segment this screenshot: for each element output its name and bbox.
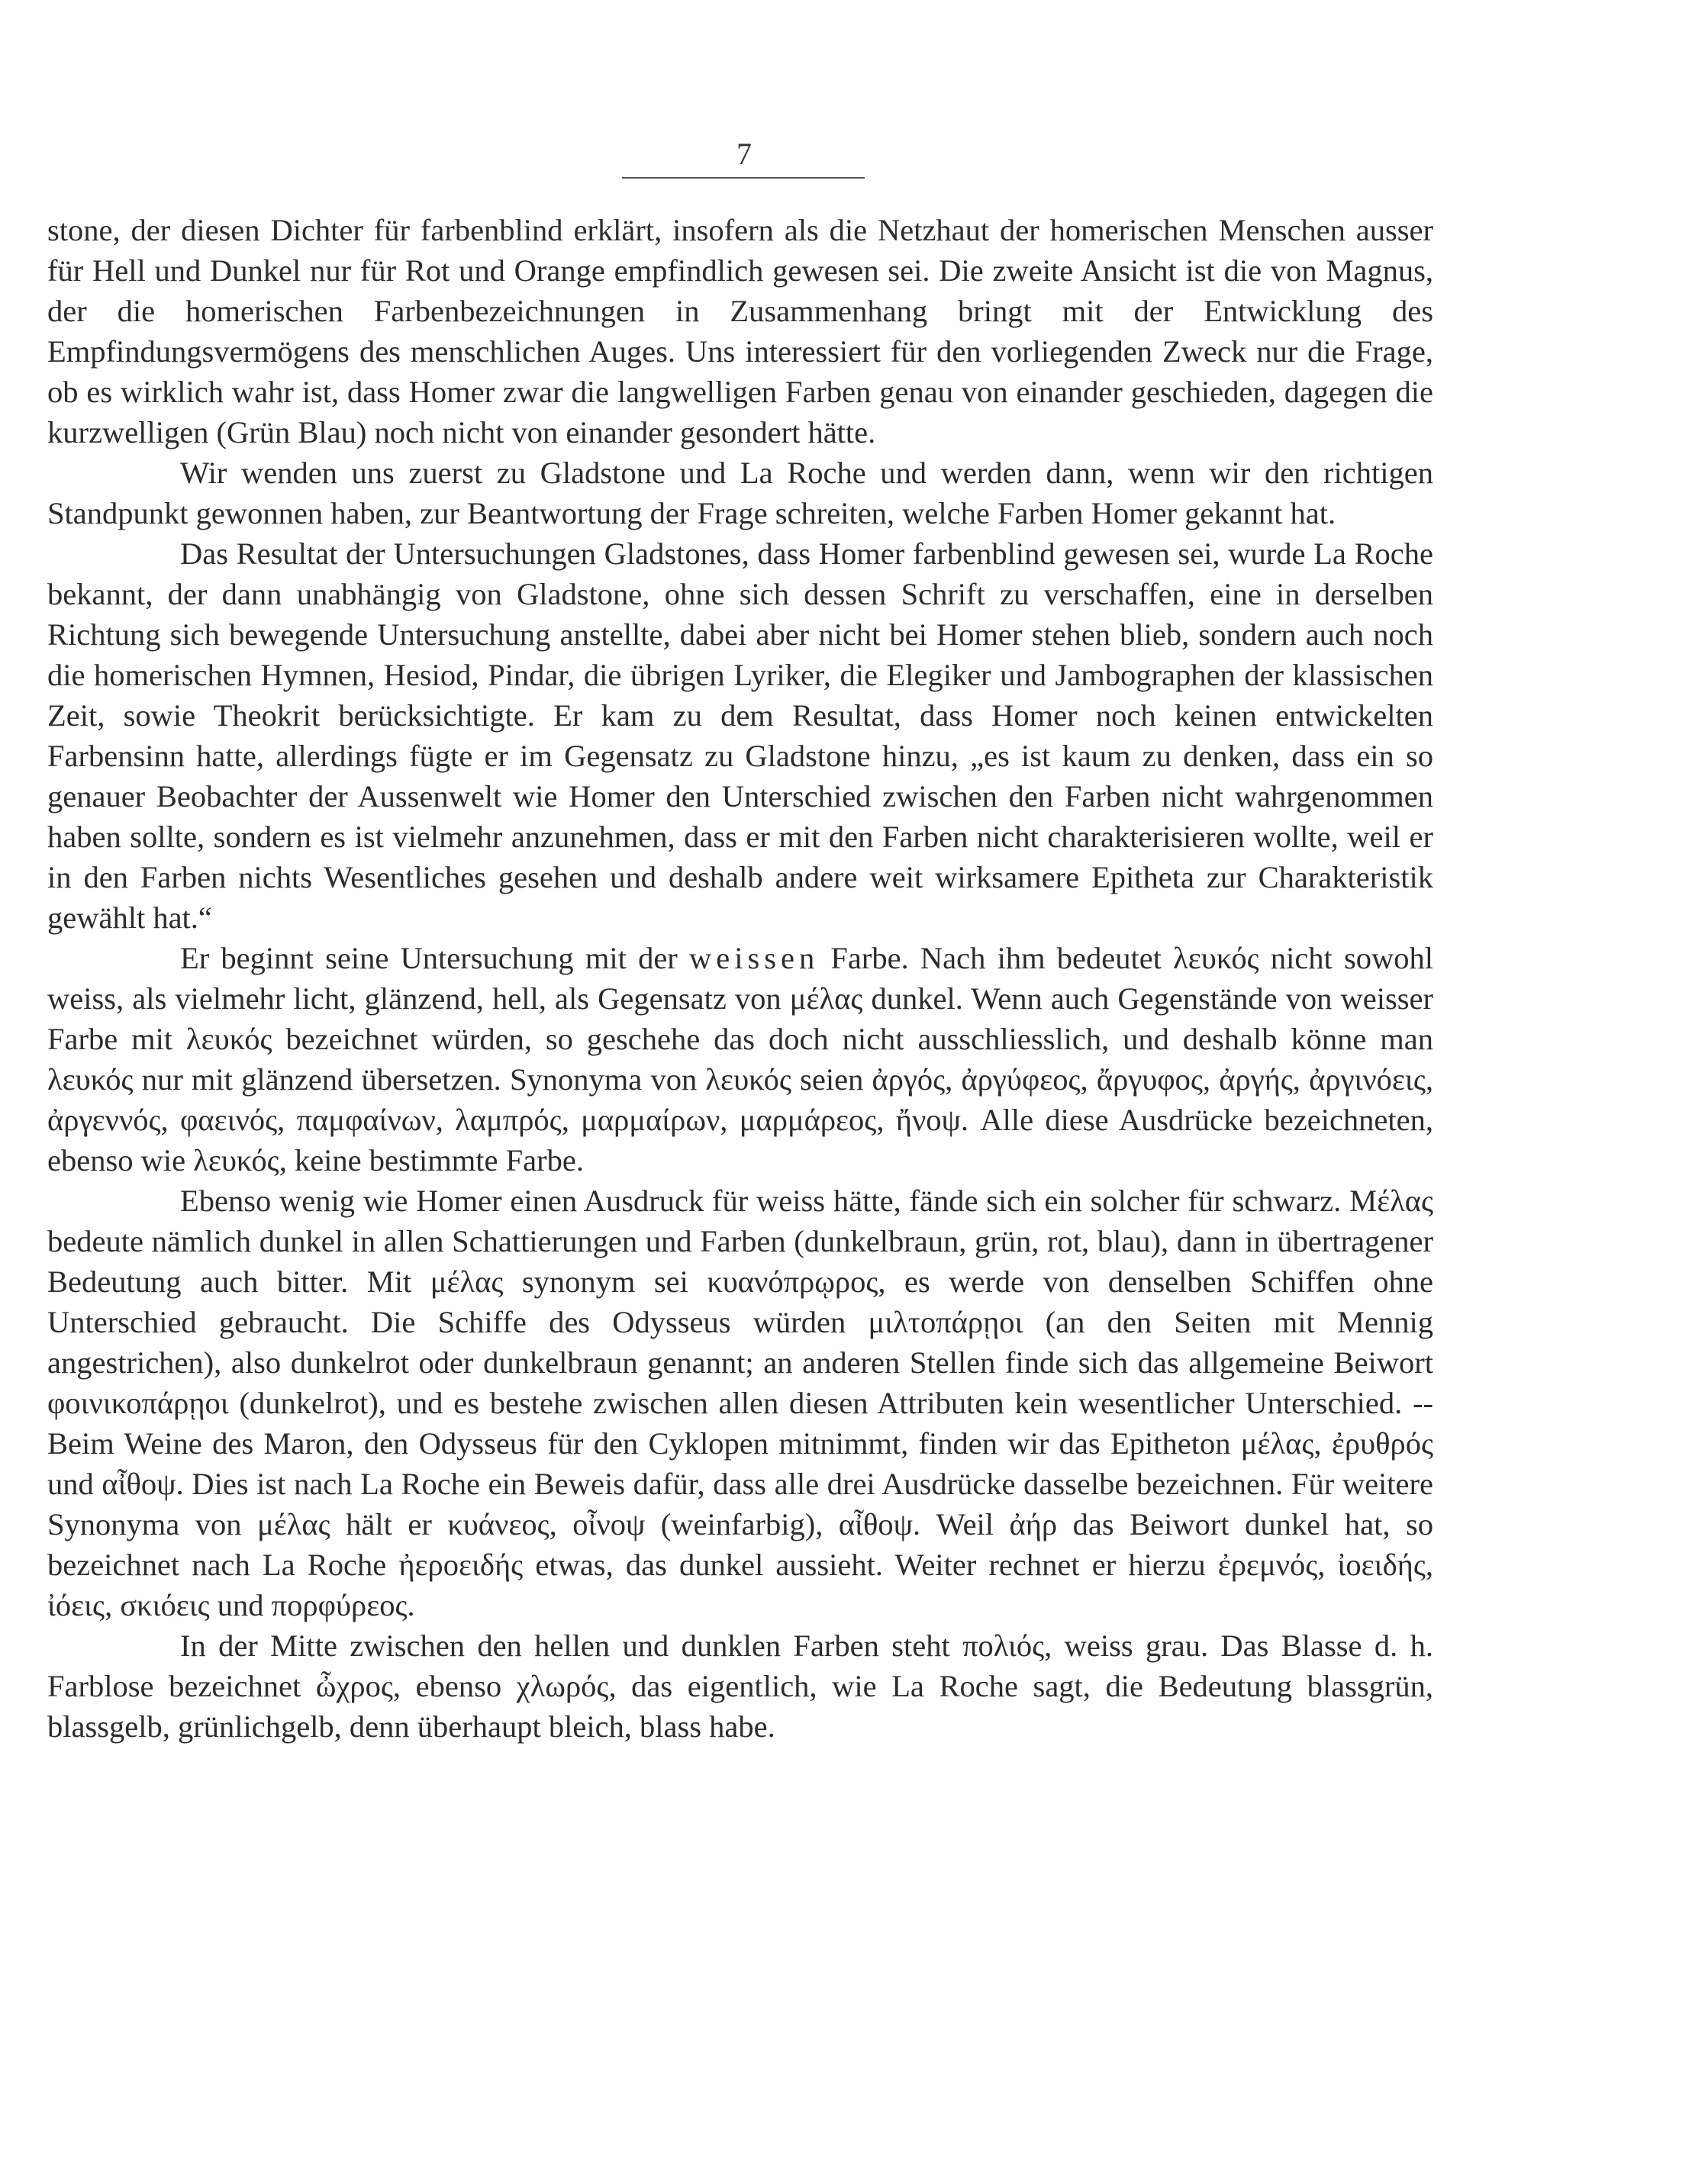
paragraph-6: In der Mitte zwischen den hellen und dunklen Farben steht πολιός, weiss grau. Das Blasse d. h. Farblose bezeichnet ὦχρος, ebenso χλωρός, das eigentlich, wie La Roche sagt, die Bedeutung blassgrün, blassgelb, grünlichgelb, denn überhaupt bleich, blass habe. [47,1628,1433,1744]
paragraph-2: Wir wenden uns zuerst zu Gladstone und La Roche und werden dann, wenn wir den richtigen Standpunkt gewonnen haben, zur Beantwortung der Frage schreiten, welche Farben Homer gekannt hat. [47,456,1433,530]
paragraph-4-spaced-word: weissen [688,941,820,975]
paragraph-4 [47,938,1433,1181]
body-text [47,210,1433,1747]
paragraph-5: Ebenso wenig wie Homer einen Ausdruck für weiss hätte, fände sich ein solcher für schwarz. Μέλας bedeute nämlich dunkel in allen Schattierungen und Farben (dunkelbraun, grün, rot, blau), dann in übertragener Bedeutung auch bitter. Mit μέλας synonym sei κυανόπρῳρος, es werde von denselben Schiffen ohne Unterschied gebraucht. Die Schiffe des Odysseus würden μιλτοπάρῃοι (an den Seiten mit Mennig angestrichen), also dunkelrot oder dunkelbraun genannt; an anderen Stellen finde sich das allgemeine Beiwort φοινικοπάρῃοι (dunkelrot), und es bestehe zwischen allen diesen Attributen kein wesentlicher Unterschied. -- Beim Weine des Maron, den Odysseus für den Cyklopen mitnimmt, finden wir das Epitheton μέλας, ἐρυθρός und αἶθοψ. Dies ist nach La Roche ein Beweis dafür, dass alle drei Ausdrücke dasselbe bezeichnen. Für weitere Synonyma von μέλας hält er κυάνεος, οἶνοψ (weinfarbig), αἶθοψ. Weil ἀήρ das Beiwort dunkel hat, so bezeichnet nach La Roche ἠεροειδής etwas, das dunkel aussieht. Weiter rechnet er hierzu ἐρεμνός, ἰοειδής, ἰόεις, σκιόεις und πορφύρεος. [47,1184,1433,1622]
header-rule [622,177,865,179]
paragraph-3: Das Resultat der Untersuchungen Gladstones, dass Homer farbenblind gewesen sei, wurde La Roche bekannt, der dann unabhängig von Gladstone, ohne sich dessen Schrift zu verschaffen, eine in derselben Richtung sich bewegende Untersuchung anstellte, dabei aber nicht bei Homer stehen blieb, sondern auch noch die homerischen Hymnen, Hesiod, Pindar, die übrigen Lyriker, die Elegiker und Jambographen der klassischen Zeit, sowie Theokrit berücksichtigte. Er kam zu dem Resultat, dass Homer noch keinen entwickelten Farbensinn hatte, allerdings fügte er im Gegensatz zu Gladstone hinzu, „es ist kaum zu denken, dass ein so genauer Beobachter der Aussenwelt wie Homer den Unterschied zwischen den Farben nicht wahrgenommen haben sollte, sondern es ist vielmehr anzunehmen, dass er mit den Farben nicht charakterisieren wollte, weil er in den Farben nichts Wesentliches gesehen und deshalb andere weit wirksamere Epitheta zur Charakteristik gewählt hat.“ [47,536,1433,935]
page-number: 7 [736,137,752,171]
paragraph-4-rest: Farbe. Nach ihm bedeutet λευκός nicht sowohl weiss, als vielmehr licht, glänzend, hell, als Gegensatz von μέλας dunkel. Wenn auch Gegenstände von weisser Farbe mit λευκός bezeichnet würden, so geschehe das doch nicht ausschliesslich, und deshalb könne man λευκός nur mit glänzend übersetzen. Synonyma von λευκός seien ἀργός, ἀργύφεος, ἄργυφος, ἀργής, ἀργινόεις, ἀργεννός, φαεινός, παμφαίνων, λαμπρός, μαρμαίρων, μαρμάρεος, ἤνοψ. Alle diese Ausdrücke bezeichneten, ebenso wie λευκός, keine bestimmte Farbe. [47,941,1434,1177]
paragraph-4-lead: Er beginnt seine Untersuchung mit der [180,941,689,975]
paragraph-1: stone, der diesen Dichter für farbenblind erklärt, insofern als die Netzhaut der homerischen Menschen ausser für Hell und Dunkel nur für Rot und Orange empfindlich gewesen sei. Die zweite Ansicht ist die von Magnus, der die homerischen Farbenbezeichnungen in Zusammenhang bringt mit der Entwicklung des Empfindungsvermögens des menschlichen Auges. Uns interessiert für den vorliegenden Zweck nur die Frage, ob es wirklich wahr ist, dass Homer zwar die langwelligen Farben genau von einander geschieden, dagegen die kurzwelligen (Grün Blau) noch nicht von einander gesondert hätte. [47,213,1433,449]
